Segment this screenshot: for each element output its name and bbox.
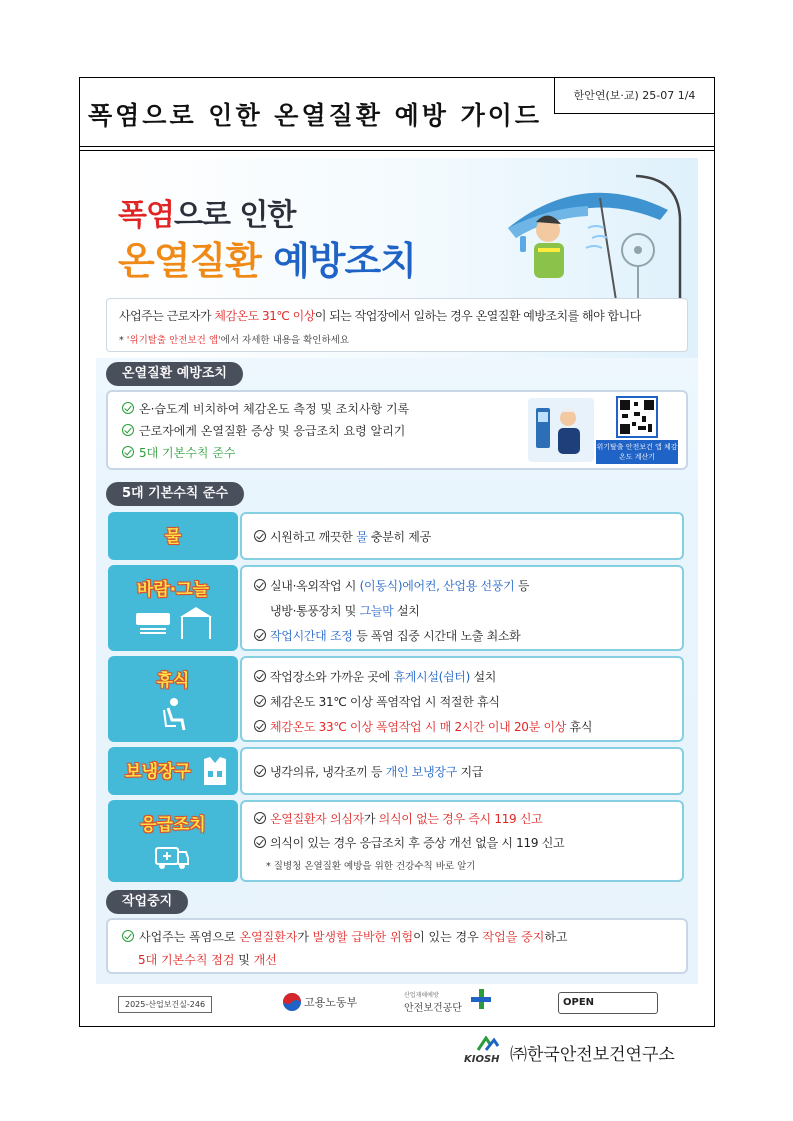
rule-rest [108, 656, 684, 742]
check-circle-icon [122, 424, 134, 436]
check-circle-icon [254, 629, 266, 641]
measure-item: 5대 기본수칙 준수 [122, 444, 235, 461]
rule-rest-name: 휴식 [156, 671, 190, 691]
rule-line: 시원하고 깨끗한 물 충분히 제공 [254, 528, 431, 545]
institute-mark [462, 1036, 712, 1068]
check-circle-icon [122, 402, 134, 414]
rule-water-content [240, 512, 684, 560]
header-divider [80, 146, 714, 147]
publication-code: 2025-산업보건실-246 [118, 996, 212, 1013]
stop-line: 5대 기본수칙 점검 및 개선 [138, 953, 277, 967]
measure-item: 근로자에게 온열질환 증상 및 응급조치 요령 알리기 [122, 422, 405, 439]
rule-line: 체감온도 33℃ 이상 폭염작업 시 매 2시간 이내 20분 이상 휴식 [254, 718, 592, 735]
poster-footer [96, 984, 698, 1024]
qr-code-icon [616, 396, 658, 438]
open-license-badge: OPEN [558, 992, 658, 1014]
rule-emergency-content [240, 800, 684, 882]
rule-wind-label-box [108, 565, 238, 651]
check-circle-icon [254, 670, 266, 682]
rule-cooling-content [240, 747, 684, 795]
intro-text: 사업주는 근로자가 체감온도 31℃ 이상이 되는 작업장에서 일하는 경우 온열질환 예방조치를 해야 합니다 [119, 309, 641, 323]
stop-work-box [106, 918, 688, 974]
header-divider-double [80, 150, 714, 151]
rule-line: 작업장소와 가까운 곳에 휴게시설(쉼터) 설치 [254, 668, 496, 685]
section-header-measures: 온열질환 예방조치 [106, 362, 243, 386]
check-circle-icon [254, 836, 266, 848]
rule-emergency-label-box [108, 800, 238, 882]
rule-line: 작업시간대 조정 등 폭염 집중 시간대 노출 최소화 [254, 627, 520, 644]
rule-emergency-name: 응급조치 [140, 815, 206, 835]
section-header-stop: 작업중지 [106, 890, 188, 914]
qr-label: 위기탈출 안전보건 앱 체감온도 계산기 [596, 440, 678, 464]
rule-wind-name: 바람·그늘 [136, 580, 210, 600]
document-code: 한안연(보·교) 25-07 1/4 [554, 78, 714, 114]
check-circle-icon [254, 765, 266, 777]
check-circle-icon [254, 720, 266, 732]
worker-thermometer-illustration [528, 398, 594, 462]
kiosh-logo-text: KIOSH [464, 1054, 500, 1065]
check-circle-icon [254, 579, 266, 591]
measures-box [106, 390, 688, 470]
moel-label: 고용노동부 [304, 996, 358, 1009]
resting-person-icon [158, 696, 188, 732]
stop-line: 사업주는 폭염으로 온열질환자가 발생할 급박한 위험이 있는 경우 작업을 중지하고 [122, 928, 568, 945]
poster-title-line1: 폭염으로 인한 [118, 198, 296, 233]
rule-line: 체감온도 31℃ 이상 폭염작업 시 적절한 휴식 [254, 693, 500, 710]
check-circle-icon [254, 530, 266, 542]
rule-line: 실내·옥외작업 시 (이동식)에어컨, 산업용 선풍기 등 [254, 577, 529, 594]
check-circle-icon [122, 446, 134, 458]
document-frame [79, 77, 715, 1027]
aircon-tent-icon [134, 605, 214, 641]
ambulance-icon [154, 842, 190, 870]
rule-note: * 질병청 온열질환 예방을 위한 건강수칙 바로 알기 [266, 861, 476, 872]
rule-water-name: 물 [164, 527, 182, 547]
kiosh-logo-icon [476, 1036, 500, 1054]
rule-rest-content [240, 656, 684, 742]
rule-line: 냉방·통풍장치 및 그늘막 설치 [270, 604, 420, 618]
rule-cooling-name: 보냉장구 [125, 762, 191, 782]
measure-item: 온·습도계 비치하여 체감온도 측정 및 조치사항 기록 [122, 400, 409, 417]
moel-emblem-icon [282, 992, 302, 1012]
rule-emergency [108, 800, 684, 882]
rule-cooling-gear [108, 747, 684, 795]
poster [96, 158, 698, 984]
intro-box [106, 298, 688, 352]
check-circle-icon [254, 812, 266, 824]
poster-title-line2: 온열질환 예방조치 [118, 239, 416, 283]
rule-cooling-label-box [108, 747, 238, 795]
intro-note: * '위기탈출 안전보건 앱'에서 자세한 내용을 확인하세요 [119, 335, 350, 346]
rule-water [108, 512, 684, 560]
institute-name: ㈜한국안전보건연구소 [510, 1045, 675, 1065]
rule-wind-content [240, 565, 684, 651]
qr-code[interactable] [596, 396, 678, 466]
rule-wind-shade [108, 565, 684, 651]
check-circle-icon [254, 695, 266, 707]
rule-line: 냉각의류, 냉각조끼 등 개인 보냉장구 지급 [254, 763, 483, 780]
rule-line: 온열질환자 의심자가 의식이 없는 경우 즉시 119 신고 [254, 810, 542, 827]
rule-water-label-box [108, 512, 238, 560]
kosha-logo-icon [470, 988, 492, 1010]
rule-line: 의식이 있는 경우 응급조치 후 증상 개선 없을 시 119 신고 [254, 834, 564, 851]
check-circle-icon [122, 930, 134, 942]
rule-rest-label-box [108, 656, 238, 742]
section-header-rules: 5대 기본수칙 준수 [106, 482, 244, 506]
document-title: 폭염으로 인한 온열질환 예방 가이드 [88, 101, 543, 130]
cooling-vest-icon [200, 755, 230, 787]
kosha-label: 산업재해예방 안전보건공단 [404, 992, 462, 1014]
